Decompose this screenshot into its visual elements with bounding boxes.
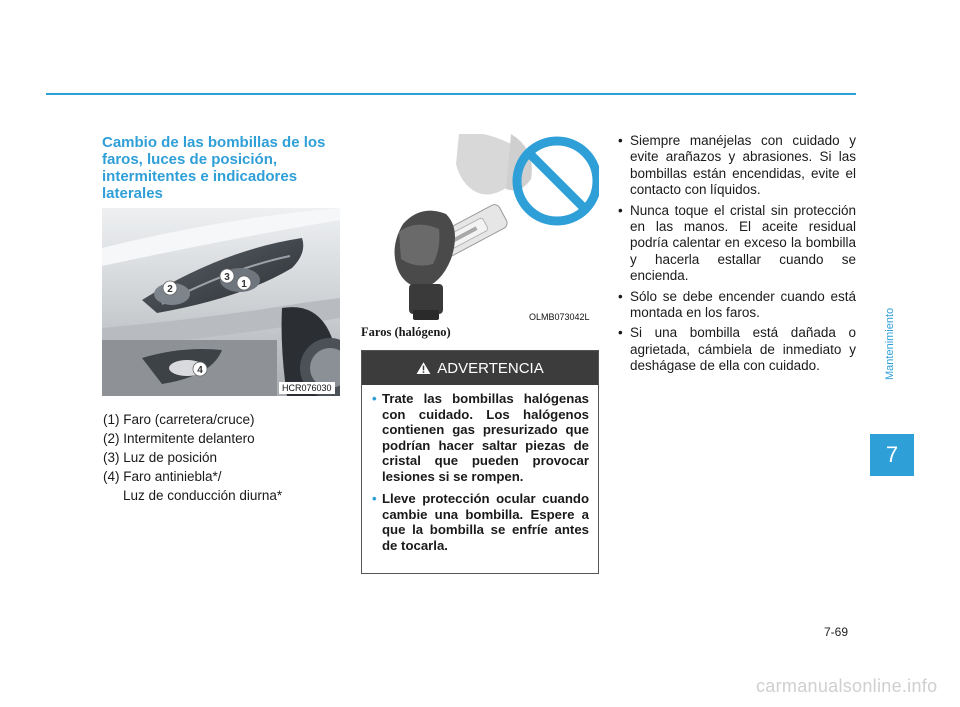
chapter-tab-label: Mantenimiento — [884, 307, 896, 380]
list-item — [618, 325, 856, 374]
headlight-photo — [102, 208, 340, 396]
bullet-icon: • — [618, 133, 623, 148]
warning-heading: ADVERTENCIA — [437, 359, 544, 377]
figure-code-left: HCR076030 — [279, 382, 335, 394]
warning-text: Lleve protección ocular cuando cambie una bombilla. Espere a que la bombilla se enfríe antes de tocarla. — [382, 491, 589, 553]
figure-code-right: OLMB073042L — [526, 311, 593, 323]
halogen-bulb-photo — [361, 134, 599, 324]
list-item — [618, 203, 856, 285]
bullet-icon: • — [618, 288, 623, 304]
warning-item — [372, 491, 589, 553]
list-item: (3) Luz de posición — [103, 450, 218, 465]
list-item-continuation: Luz de conducción diurna* — [123, 488, 283, 503]
list-item: (4) Faro antiniebla*/ — [103, 469, 222, 484]
right-column-bullets — [618, 133, 856, 379]
bullet-icon: • — [372, 391, 377, 406]
list-item — [618, 133, 856, 199]
bullet-icon: • — [618, 202, 623, 218]
warning-box — [361, 350, 599, 574]
warning-triangle-icon — [416, 361, 431, 375]
marker-2: 2 — [167, 284, 173, 295]
watermark: carmanualsonline.info — [756, 676, 938, 696]
figure-caption: Faros (halógeno) — [361, 325, 451, 339]
headlight-illustration — [102, 208, 340, 396]
section-title: Cambio de las bombillas de los faros, luces de posición, intermitentes e indicadores laterales — [102, 134, 326, 202]
bullet-icon: • — [372, 491, 377, 506]
list-item: (2) Intermitente delantero — [103, 431, 255, 446]
bullet-text: Si una bombilla está dañada o agrietada, cámbiela de inmediato y deshágase de ella con cuidado. — [630, 325, 856, 374]
bullet-icon: • — [618, 325, 623, 341]
warning-header — [362, 351, 598, 385]
warning-item — [372, 391, 589, 484]
halogen-bulb-illustration — [361, 134, 599, 324]
list-item — [618, 289, 856, 322]
marker-1: 1 — [241, 279, 247, 290]
chapter-tab-number: 7 — [870, 434, 914, 476]
list-item: (1) Faro (carretera/cruce) — [103, 412, 255, 427]
bullet-text: Sólo se debe encender cuando está montada en los faros. — [630, 288, 856, 321]
bullet-text: Nunca toque el cristal sin protección en las manos. El aceite residual podría calentar en exceso la bombilla y hacerla estallar cuando se encienda. — [630, 202, 856, 284]
top-rule — [46, 93, 856, 95]
page-number: 7-69 — [824, 625, 849, 639]
warning-body — [362, 385, 598, 553]
marker-3: 3 — [224, 272, 230, 283]
parts-list — [103, 410, 348, 505]
warning-text: Trate las bombillas halógenas con cuidado. Los halógenos contienen gas presurizado que podrían hacer saltar piezas de cristal que pueden provocar lesiones si se rompen. — [382, 391, 589, 484]
bullet-text: Siempre manéjelas con cuidado y evite arañazos y abrasiones. Si las bombillas están encendidas, evite el contacto con líquidos. — [630, 133, 856, 198]
marker-4: 4 — [197, 365, 203, 376]
